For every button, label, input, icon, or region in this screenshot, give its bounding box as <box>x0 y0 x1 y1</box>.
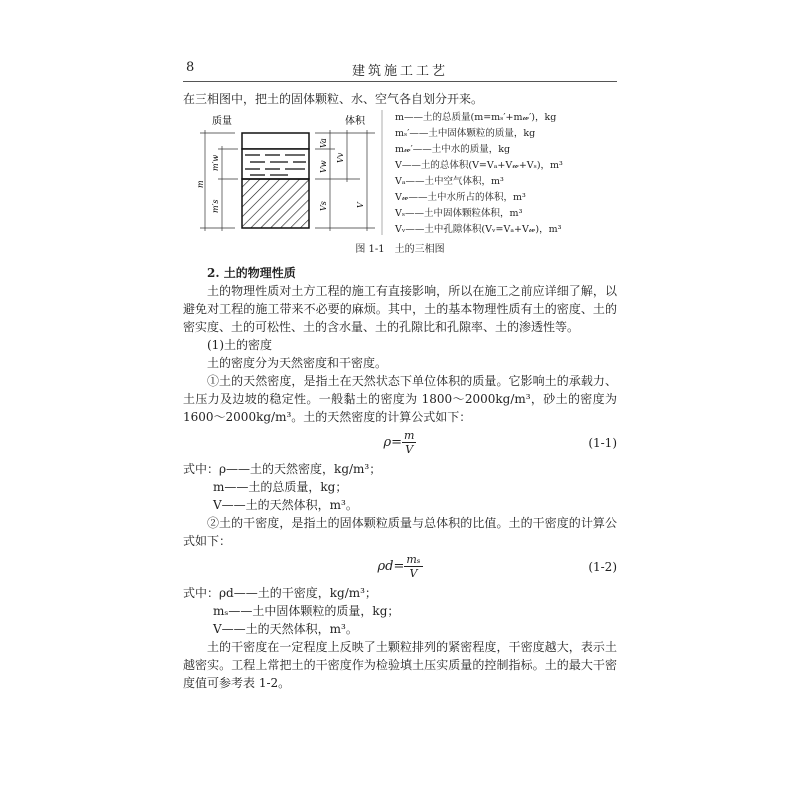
figure-legend <box>395 110 563 238</box>
dim-va: Va <box>319 138 328 148</box>
header-rule <box>183 81 617 82</box>
legend-item: V𝓌——土中水所占的体积，m³ <box>395 192 526 203</box>
mass-label: 质量 <box>212 116 232 127</box>
page-number: 8 <box>186 60 195 75</box>
solid-phase <box>242 179 309 228</box>
intro-text: 在三相图中，把土的固体颗粒、水、空气各自划分开来。 <box>183 92 484 106</box>
dim-mw: m′w <box>211 154 220 171</box>
volume-label: 体积 <box>345 116 365 127</box>
paragraph: ①土的天然密度，是指土在天然状态下单位体积的质量。它影响土的承载力、土压力及边坡的稳定性。一般黏土的密度为 1800～2000kg/m³，砂土的密度为 1600～2000kg/m³。土的天然密度的计算公式如下： <box>183 374 617 424</box>
equation-number: (1-2) <box>588 560 617 574</box>
where-line: 式中：ρ——土的天然密度，kg/m³； <box>183 462 382 476</box>
paragraph: 土的物理性质对土方工程的施工有直接影响，所以在施工之前应详细了解，以避免对工程的施工带来不必要的麻烦。其中，土的基本物理性质有土的密度、土的密实度、土的可松性、土的含水量、土的孔隙比和孔隙率、土的渗透性等。 <box>183 284 617 334</box>
equation-1-1: ρ= $\frac{m}{V}$ (1-1) <box>383 429 617 456</box>
dim-vs: Vs <box>319 201 328 211</box>
page-body <box>183 90 617 692</box>
where-line: V——土的天然体积，m³。 <box>213 498 358 512</box>
paragraph: 土的干密度在一定程度上反映了土颗粒排列的紧密程度，干密度越大，表示土越密实。工程上常把土的干密度作为检验填土压实质量的控制指标。土的最大干密度值可参考表 1-2。 <box>183 640 617 690</box>
subheading: (1)土的密度 <box>207 338 272 352</box>
legend-item: mₛ′——土中固体颗粒的质量，kg <box>395 128 536 139</box>
paragraph: 土的密度分为天然密度和干密度。 <box>207 356 388 370</box>
equation-number: (1-1) <box>588 436 617 450</box>
dim-v: V <box>356 202 365 208</box>
figure-caption: 图 1-1 土的三相图 <box>355 244 445 255</box>
legend-item: Vᵥ——土中孔隙体积(Vᵥ=Vₐ+V𝓌)，m³ <box>395 224 562 235</box>
where-line: mₛ——土中固体颗粒的质量，kg； <box>213 604 400 618</box>
legend-item: Vₛ——土中固体颗粒体积，m³ <box>395 208 523 219</box>
figure-1-1 <box>183 110 617 242</box>
section-heading: 2. 土的物理性质 <box>207 266 296 280</box>
dim-ms: m′s <box>211 199 220 213</box>
legend-item: m𝓌′——土中水的质量，kg <box>395 144 511 155</box>
equation-1-2: ρd= $\frac{\text{mₛ}}{V}$ (1-2) <box>377 553 617 580</box>
dim-m: m <box>196 180 205 188</box>
where-line: m——土的总质量，kg； <box>213 480 348 494</box>
three-phase-diagram <box>196 110 390 235</box>
legend-item: V——土的总体积(V=Vₐ+V𝓌+Vₛ)，m³ <box>395 160 563 171</box>
paragraph: ②土的干密度，是指土的固体颗粒质量与总体积的比值。土的干密度的计算公式如下： <box>183 516 617 548</box>
dim-vw: Vw <box>319 160 328 173</box>
legend-item: Vₐ——土中空气体积，m³ <box>395 176 504 187</box>
where-line: V——土的天然体积，m³。 <box>213 622 358 636</box>
air-phase <box>242 133 309 149</box>
where-line: 式中：ρd——土的干密度，kg/m³； <box>183 586 377 600</box>
dim-vv: Vv <box>336 152 345 163</box>
legend-item: m——土的总质量(m=mₛ′+m𝓌′)，kg <box>395 112 557 123</box>
running-title: 建筑施工工艺 <box>351 64 448 79</box>
